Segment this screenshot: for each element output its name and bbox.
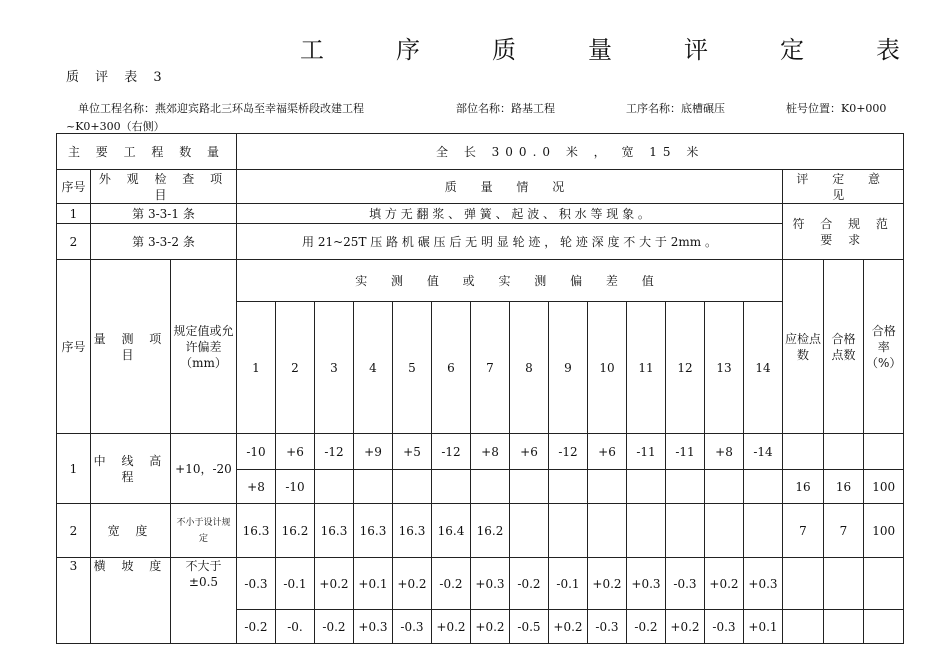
- measure-spec: 不大于±0.5: [171, 558, 237, 644]
- measured-value: -0.2: [627, 610, 666, 644]
- measured-value: 16.3: [393, 504, 432, 558]
- measure-seq: 1: [57, 434, 91, 504]
- should-check-header: 应检点数: [783, 260, 824, 434]
- measured-value: +8: [237, 470, 276, 504]
- measured-value: +0.2: [588, 558, 627, 610]
- measured-value: -0.3: [237, 558, 276, 610]
- measured-value: +6: [276, 434, 315, 470]
- visual-item: 第 3-3-2 条: [91, 224, 237, 260]
- measured-value: [705, 504, 744, 558]
- measured-value: +0.2: [549, 610, 588, 644]
- point-number: 8: [510, 302, 549, 434]
- measured-value: +5: [393, 434, 432, 470]
- point-number: 11: [627, 302, 666, 434]
- measured-value: [588, 470, 627, 504]
- quality-table: [56, 133, 904, 644]
- measured-value: [510, 504, 549, 558]
- point-number: 3: [315, 302, 354, 434]
- pass-points-count: 7: [824, 504, 864, 558]
- measured-value: +8: [705, 434, 744, 470]
- measured-value: +0.3: [471, 558, 510, 610]
- measured-value: 16.4: [432, 504, 471, 558]
- pass-points-count: [824, 610, 864, 644]
- pass-rate: [864, 558, 904, 610]
- measured-value: [627, 470, 666, 504]
- point-number: 9: [549, 302, 588, 434]
- measured-value: +9: [354, 434, 393, 470]
- measured-value: -12: [549, 434, 588, 470]
- title-char: 量: [588, 36, 612, 64]
- measured-value: [744, 504, 783, 558]
- measured-value: [354, 470, 393, 504]
- point-number: 7: [471, 302, 510, 434]
- station-position: 桩号位置：K0+000: [786, 102, 887, 115]
- should-check-count: 16: [783, 470, 824, 504]
- pass-points-count: [824, 434, 864, 470]
- visual-item-header: 外 观 检 查 项 目: [91, 170, 237, 204]
- measured-value: -10: [237, 434, 276, 470]
- point-number: 12: [666, 302, 705, 434]
- measured-value: -0.2: [315, 610, 354, 644]
- measured-value: -0.2: [510, 558, 549, 610]
- measured-value: +0.2: [705, 558, 744, 610]
- measured-value: -10: [276, 470, 315, 504]
- pass-rate: 100: [864, 470, 904, 504]
- form-code: 质 评 表 3: [66, 70, 168, 85]
- measure-seq-header: 序号: [57, 260, 91, 434]
- visual-desc: 填 方 无 翻 浆 、 弹 簧 、 起 波 、 积 水 等 现 象 。: [237, 204, 783, 224]
- pass-points-count: [824, 558, 864, 610]
- measured-value: [744, 470, 783, 504]
- measured-value: [705, 470, 744, 504]
- measured-value: 16.3: [354, 504, 393, 558]
- measured-value: +6: [588, 434, 627, 470]
- measured-value: +0.2: [666, 610, 705, 644]
- measure-seq: 2: [57, 504, 91, 558]
- measured-value: +0.3: [354, 610, 393, 644]
- main-quantity-label: 主 要 工 程 数 量: [57, 134, 237, 170]
- visual-seq: 2: [57, 224, 91, 260]
- measured-value: 16.2: [276, 504, 315, 558]
- title-char: 工: [300, 36, 324, 64]
- measured-value: -0.: [276, 610, 315, 644]
- pass-rate: [864, 610, 904, 644]
- measured-value: 16.3: [237, 504, 276, 558]
- point-number: 1: [237, 302, 276, 434]
- measured-value: +6: [510, 434, 549, 470]
- measured-value: -11: [627, 434, 666, 470]
- measured-value: [666, 504, 705, 558]
- quality-header: 质 量 情 况: [237, 170, 783, 204]
- measured-value: +8: [471, 434, 510, 470]
- measure-item: 横 坡 度: [91, 558, 171, 644]
- point-number: 14: [744, 302, 783, 434]
- point-number: 13: [705, 302, 744, 434]
- measured-value: -0.1: [549, 558, 588, 610]
- measured-value: 16.3: [315, 504, 354, 558]
- measured-value: [549, 470, 588, 504]
- measured-values-header: 实 测 值 或 实 测 偏 差 值: [237, 260, 783, 302]
- measured-value: +0.2: [471, 610, 510, 644]
- title-char: 表: [876, 36, 900, 64]
- info-block: [66, 100, 896, 134]
- process-name: 工序名称：底槽碾压: [626, 102, 725, 115]
- point-number: 10: [588, 302, 627, 434]
- visual-item: 第 3-3-1 条: [91, 204, 237, 224]
- measured-value: +0.1: [354, 558, 393, 610]
- point-number: 2: [276, 302, 315, 434]
- visual-desc: 用 21~25T 压 路 机 碾 压 后 无 明 显 轮 迹 ， 轮 迹 深 度 不 大 于 2mm 。: [237, 224, 783, 260]
- measured-value: [315, 470, 354, 504]
- page-title: [300, 30, 900, 65]
- measured-value: -14: [744, 434, 783, 470]
- measured-value: +0.1: [744, 610, 783, 644]
- unit-project: 单位工程名称：燕郊迎宾路北三环岛至幸福渠桥段改建工程: [78, 102, 364, 115]
- opinion-value: 符 合 规 范 要 求: [783, 204, 904, 260]
- point-number: 5: [393, 302, 432, 434]
- measured-value: -0.3: [705, 610, 744, 644]
- title-char: 序: [396, 36, 420, 64]
- spec-header: 规定值或允许偏差（mm）: [171, 260, 237, 434]
- measured-value: -0.1: [276, 558, 315, 610]
- pass-rate: 100: [864, 504, 904, 558]
- should-check-count: 7: [783, 504, 824, 558]
- measure-item: 宽 度: [91, 504, 171, 558]
- should-check-count: [783, 558, 824, 610]
- pass-points-header: 合格点数: [824, 260, 864, 434]
- measured-value: -0.3: [666, 558, 705, 610]
- measured-value: -0.2: [237, 610, 276, 644]
- main-quantity-value: 全 长 300.0 米 ， 宽 15 米: [237, 134, 904, 170]
- measured-value: +0.2: [315, 558, 354, 610]
- measured-value: -12: [315, 434, 354, 470]
- should-check-count: [783, 610, 824, 644]
- measured-value: +0.2: [432, 610, 471, 644]
- measured-value: -0.5: [510, 610, 549, 644]
- measured-value: [471, 470, 510, 504]
- measured-value: [510, 470, 549, 504]
- point-number: 4: [354, 302, 393, 434]
- point-number: 6: [432, 302, 471, 434]
- measure-spec: +10，-20: [171, 434, 237, 504]
- pass-points-count: 16: [824, 470, 864, 504]
- measured-value: +0.3: [627, 558, 666, 610]
- measure-spec: 不小于设计规定: [171, 504, 237, 558]
- title-char: 评: [684, 36, 708, 64]
- should-check-count: [783, 434, 824, 470]
- pass-rate-header: 合格率（%）: [864, 260, 904, 434]
- measured-value: [393, 470, 432, 504]
- measured-value: -11: [666, 434, 705, 470]
- measured-value: [627, 504, 666, 558]
- measure-item-header: 量 测 项 目: [91, 260, 171, 434]
- measure-item: 中 线 高 程: [91, 434, 171, 504]
- measured-value: -0.2: [432, 558, 471, 610]
- part-name: 部位名称：路基工程: [456, 102, 555, 115]
- measure-seq: 3: [57, 558, 91, 644]
- pass-rate: [864, 434, 904, 470]
- measured-value: -0.3: [588, 610, 627, 644]
- measured-value: 16.2: [471, 504, 510, 558]
- title-char: 定: [780, 36, 804, 64]
- measured-value: -0.3: [393, 610, 432, 644]
- visual-seq: 1: [57, 204, 91, 224]
- seq-header: 序号: [57, 170, 91, 204]
- measured-value: [549, 504, 588, 558]
- opinion-header: 评 定 意 见: [783, 170, 904, 204]
- measured-value: [588, 504, 627, 558]
- station-range: ~K0+300（右侧）: [66, 120, 165, 133]
- measured-value: +0.2: [393, 558, 432, 610]
- measured-value: [666, 470, 705, 504]
- title-char: 质: [492, 36, 516, 64]
- measured-value: +0.3: [744, 558, 783, 610]
- measured-value: [432, 470, 471, 504]
- measured-value: -12: [432, 434, 471, 470]
